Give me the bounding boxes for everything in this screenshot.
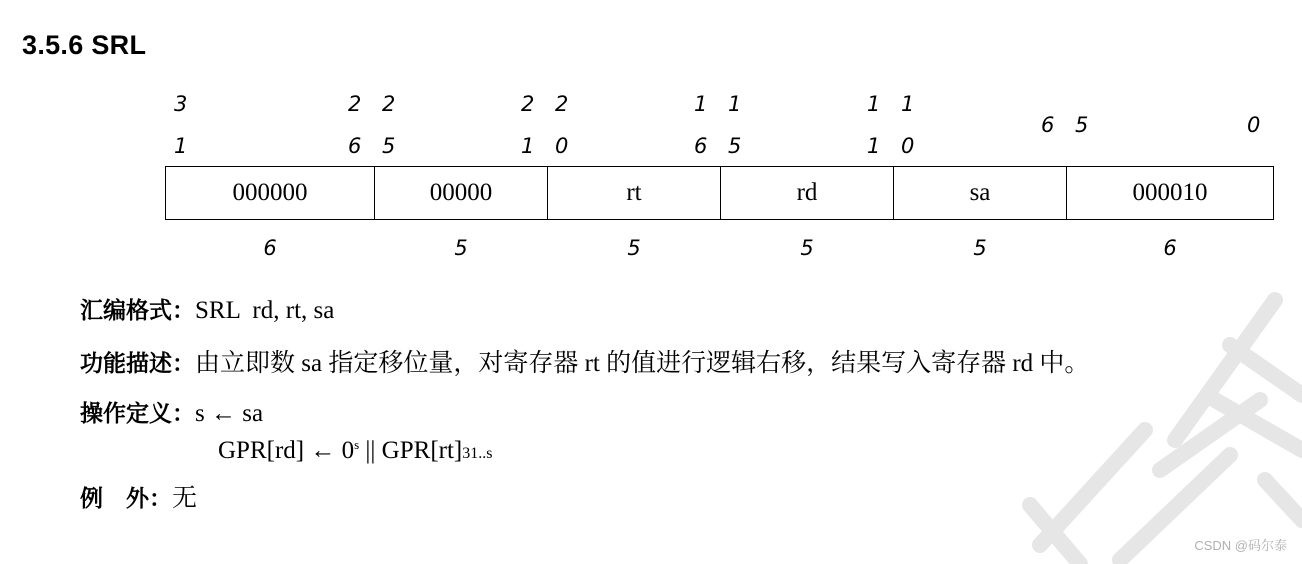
- bit-number: 6: [1041, 113, 1055, 137]
- exception-value: 无: [172, 485, 198, 512]
- encoding-row: [166, 167, 1274, 220]
- bit-number: 6: [348, 134, 362, 158]
- csdn-watermark-text: CSDN @码尔泰: [1194, 538, 1287, 553]
- field-width: 6: [1163, 236, 1177, 260]
- field-width: 6: [263, 236, 277, 260]
- rt-field: rt: [548, 167, 721, 220]
- field-width: 5: [627, 236, 641, 260]
- operation-line1: s ← sa: [195, 400, 264, 427]
- section-title: 3.5.6 SRL: [22, 30, 147, 60]
- operation-line2-sup: s: [354, 437, 360, 452]
- instruction-encoding-table: [165, 166, 1274, 220]
- bit-number: 2: [521, 92, 535, 116]
- operation-line-2: [218, 437, 492, 465]
- bit-number: 1: [901, 92, 915, 116]
- function-value: 由立即数 sa 指定移位量，对寄存器 rt 的值进行逻辑右移，结果写入寄存器 rd 中。: [195, 350, 1090, 377]
- bit-number: 1: [728, 92, 742, 116]
- operation-line2-pre: GPR[rd] ← 0: [218, 437, 355, 464]
- opcode-field: 000000: [166, 167, 375, 220]
- operation-line2-sub: 31..s: [462, 445, 493, 462]
- operation-line: [80, 395, 263, 428]
- bit-number: 2: [348, 92, 362, 116]
- bit-number: 0: [555, 134, 569, 158]
- exception-line: [80, 478, 197, 514]
- bit-number: 1: [694, 92, 708, 116]
- function-line: [80, 343, 1089, 379]
- operation-line2-mid: || GPR[rt]: [359, 437, 463, 464]
- bit-number: 5: [382, 134, 396, 158]
- bit-number: 1: [174, 134, 188, 158]
- field-width: 5: [454, 236, 468, 260]
- bit-number: 2: [555, 92, 569, 116]
- function-field: 000010: [1067, 167, 1274, 220]
- bit-number: 6: [694, 134, 708, 158]
- syntax-label: 汇编格式：: [80, 298, 195, 324]
- bit-number: 5: [1075, 113, 1089, 137]
- rd-field: rd: [721, 167, 894, 220]
- bit-number: 0: [1247, 113, 1261, 137]
- rs-field: 00000: [375, 167, 548, 220]
- bit-number: 1: [521, 134, 535, 158]
- bit-number: 2: [382, 92, 396, 116]
- syntax-line: [80, 292, 334, 325]
- syntax-value: SRL rd, rt, sa: [195, 297, 335, 324]
- field-width: 5: [800, 236, 814, 260]
- bit-number: 1: [867, 92, 881, 116]
- bit-number: 5: [728, 134, 742, 158]
- bit-number: 0: [901, 134, 915, 158]
- bit-number: 3: [174, 92, 188, 116]
- field-width: 5: [973, 236, 987, 260]
- operation-label: 操作定义：: [80, 401, 195, 427]
- function-label: 功能描述：: [80, 351, 195, 377]
- exception-label: 例 外：: [80, 486, 172, 512]
- sa-field: sa: [894, 167, 1067, 220]
- bit-number: 1: [867, 134, 881, 158]
